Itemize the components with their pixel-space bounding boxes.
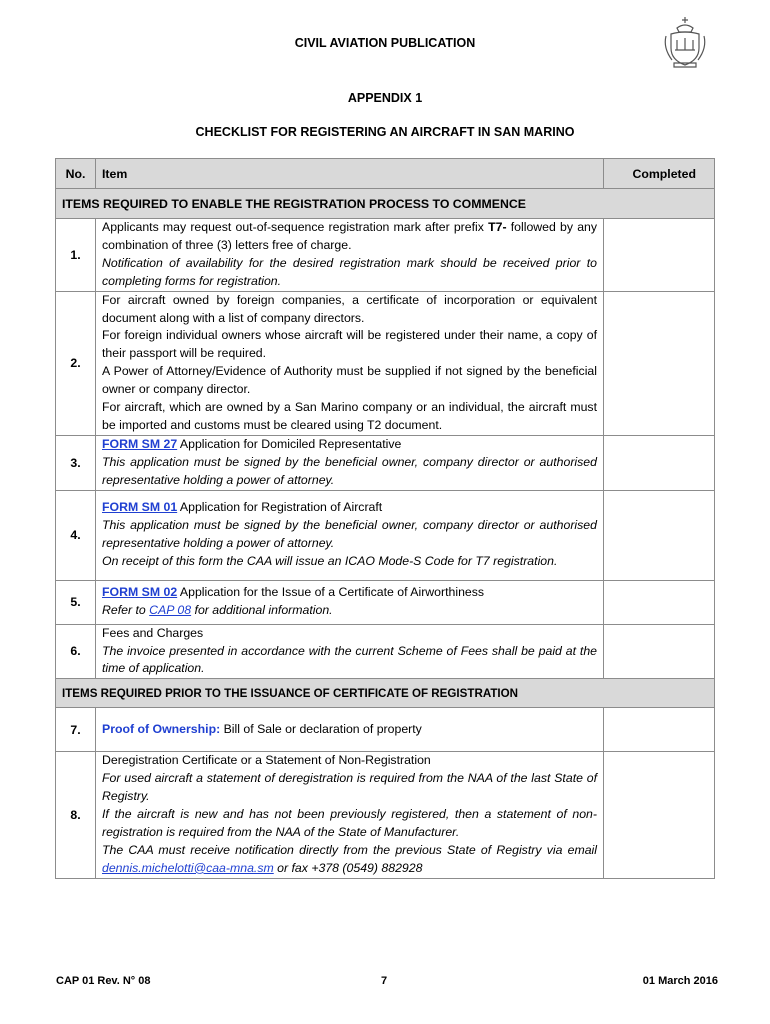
completed-cell[interactable]: [604, 291, 715, 435]
email-link[interactable]: dennis.michelotti@caa-mna.sm: [102, 860, 274, 875]
table-row: [56, 219, 715, 292]
item-note: or fax +378 (0549) 882928: [273, 860, 423, 875]
item-text: A Power of Attorney/Evidence of Authority must be supplied if not signed by the beneficial owner or company director.: [102, 364, 597, 397]
san-marino-crest-icon: [662, 16, 708, 68]
row-number: 6.: [56, 624, 96, 679]
item-note: The invoice presented in accordance with the current Scheme of Fees shall be paid at the time of application.: [102, 643, 597, 676]
item-note: This application must be signed by the beneficial owner, company director or authorised representative holding a power of attorney.: [102, 518, 597, 551]
column-header-no: No.: [56, 159, 96, 189]
section-heading: ITEMS REQUIRED PRIOR TO THE ISSUANCE OF CERTIFICATE OF REGISTRATION: [56, 679, 715, 708]
table-row: [56, 435, 715, 490]
row-item: [96, 435, 604, 490]
row-item: [96, 580, 604, 624]
item-text: For aircraft owned by foreign companies, a certificate of incorporation or equivalent document along with a list of company directors.: [102, 292, 597, 325]
table-row: [56, 752, 715, 878]
item-text: followed by any combination of three (3) letters free of charge.: [102, 220, 598, 252]
item-note: This application must be signed by the beneficial owner, company director or authorised representative holding a power of attorney.: [102, 454, 597, 487]
table-row: [56, 580, 715, 624]
item-text: Application for Registration of Aircraft: [177, 500, 383, 515]
item-note: On receipt of this form the CAA will issue an ICAO Mode-S Code for T7 registration.: [102, 554, 558, 568]
section-heading: ITEMS REQUIRED TO ENABLE THE REGISTRATION PROCESS TO COMMENCE: [56, 189, 715, 219]
item-note: Notification of availability for the desired registration mark should be received prior to completing forms for registration.: [102, 255, 597, 288]
table-row: [56, 291, 715, 435]
row-item: [96, 291, 604, 435]
item-text: Application for the Issue of a Certificate of Airworthiness: [177, 585, 485, 600]
document-title: CHECKLIST FOR REGISTERING AN AIRCRAFT IN SAN MARINO: [195, 125, 575, 139]
section-row-commence: [56, 189, 715, 219]
row-number: 2.: [56, 291, 96, 435]
row-item: [96, 219, 604, 292]
row-number: 3.: [56, 435, 96, 490]
footer-date: 01 March 2016: [642, 975, 718, 987]
section-row-issuance: [56, 679, 715, 708]
registration-checklist-table: [55, 158, 715, 879]
publication-header: CIVIL AVIATION PUBLICATION: [294, 36, 476, 50]
column-header-item: Item: [96, 159, 604, 189]
proof-of-ownership-label: Proof of Ownership:: [102, 721, 221, 736]
completed-cell[interactable]: [604, 624, 715, 679]
footer-revision: CAP 01 Rev. N° 08: [56, 975, 151, 987]
table-row: [56, 624, 715, 679]
row-number: 1.: [56, 219, 96, 292]
appendix-label: APPENDIX 1: [347, 91, 423, 105]
form-sm01-link[interactable]: FORM SM 01: [102, 500, 178, 515]
table-header-row: [56, 159, 715, 189]
row-item: [96, 624, 604, 679]
column-header-completed: Completed: [604, 159, 715, 189]
row-number: 4.: [56, 490, 96, 580]
item-text: Fees and Charges: [102, 625, 204, 640]
item-note: If the aircraft is new and has not been previously registered, then a statement of non-registration is required from the NAA of the State of Manufacturer.: [102, 807, 597, 839]
item-text: Applicants may request out-of-sequence registration mark after prefix: [102, 220, 489, 234]
row-item: [96, 708, 604, 752]
row-item: [96, 490, 604, 580]
row-item: [96, 752, 604, 878]
footer-page-number: 7: [381, 975, 388, 987]
completed-cell[interactable]: [604, 219, 715, 292]
item-note: Refer to: [102, 603, 150, 618]
form-sm02-link[interactable]: FORM SM 02: [102, 585, 178, 600]
item-note: The CAA must receive notification directly from the previous State of Registry via email: [102, 842, 597, 857]
item-text: Deregistration Certificate or a Statement of Non-Registration: [102, 753, 431, 768]
row-number: 5.: [56, 580, 96, 624]
item-text: For aircraft, which are owned by a San Marino company or an individual, the aircraft must be imported and customs must be cleared using T2 document.: [102, 400, 597, 432]
completed-cell[interactable]: [604, 435, 715, 490]
item-text: For foreign individual owners whose aircraft will be registered under their name, a copy of their passport will be required.: [102, 328, 597, 361]
completed-cell[interactable]: [604, 708, 715, 752]
item-note: For used aircraft a statement of deregistration is required from the NAA of the last State of Registry.: [102, 771, 597, 804]
cap-08-link[interactable]: CAP 08: [149, 603, 192, 618]
prefix-text: T7-: [488, 220, 507, 234]
completed-cell[interactable]: [604, 490, 715, 580]
item-text: Application for Domiciled Representative: [177, 436, 402, 451]
completed-cell[interactable]: [604, 752, 715, 878]
row-number: 7.: [56, 708, 96, 752]
completed-cell[interactable]: [604, 580, 715, 624]
table-row: [56, 490, 715, 580]
row-number: 8.: [56, 752, 96, 878]
form-sm27-link[interactable]: FORM SM 27: [102, 436, 178, 451]
item-note: for additional information.: [191, 603, 333, 618]
table-row: [56, 708, 715, 752]
item-text: Bill of Sale or declaration of property: [220, 721, 422, 736]
